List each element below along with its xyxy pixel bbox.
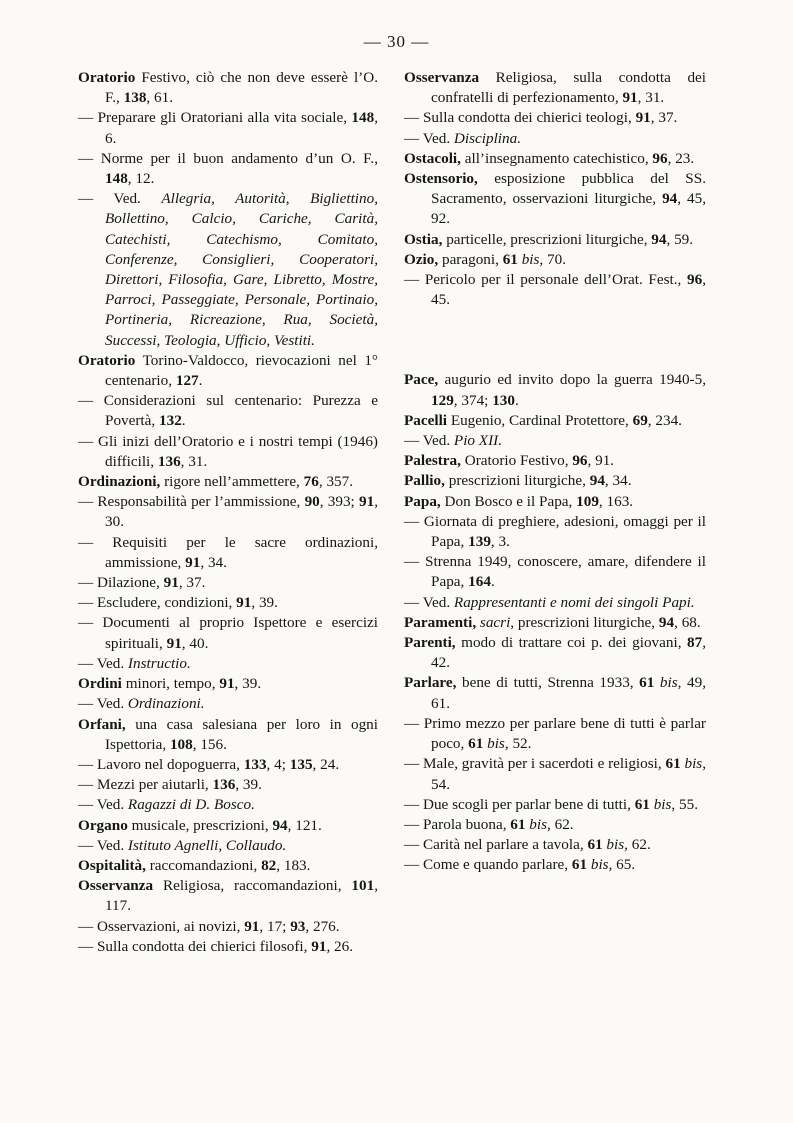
volume-number: 91 bbox=[219, 675, 235, 693]
entry-headword: Orfani, bbox=[78, 715, 126, 733]
volume-number: 76 bbox=[303, 473, 319, 491]
italic-reference: bis bbox=[653, 795, 672, 813]
volume-number: 127 bbox=[175, 372, 199, 390]
volume-number: 61 bbox=[634, 795, 650, 813]
italic-reference: Istituto Agnelli, Collaudo. bbox=[127, 836, 287, 854]
entry-text: minori, tempo, bbox=[121, 675, 220, 693]
index-entry bbox=[404, 169, 706, 230]
entry-headword: Ozio, bbox=[404, 250, 439, 268]
entry-headword: Ostacoli, bbox=[404, 149, 461, 167]
volume-number: 94 bbox=[272, 816, 288, 834]
volume-number: 91 bbox=[244, 917, 260, 935]
volume-number: 96 bbox=[572, 452, 588, 470]
entry-text: , 39. bbox=[251, 594, 278, 612]
entry-text: Festivo, ciò che non deve esserè l’O. F., bbox=[105, 69, 378, 107]
volume-number: 69 bbox=[632, 411, 648, 429]
entry-headword: Ostia, bbox=[404, 230, 443, 248]
volume-number: 136 bbox=[212, 776, 236, 794]
volume-number: 164 bbox=[468, 573, 491, 591]
entry-text: , 52. bbox=[504, 735, 532, 753]
index-subentry bbox=[404, 552, 706, 592]
entry-text: prescrizioni liturgiche, bbox=[444, 472, 590, 490]
index-subentry bbox=[78, 593, 378, 613]
index-subentry bbox=[78, 613, 378, 653]
entry-text: , 42. bbox=[431, 634, 706, 672]
italic-reference: bis bbox=[529, 815, 548, 833]
entry-text: , 91. bbox=[587, 452, 615, 470]
entry-text: , 55. bbox=[671, 795, 698, 813]
entry-headword: Parlare, bbox=[404, 674, 457, 692]
entry-text: augurio ed invito dopo la guerra 1940-5, bbox=[438, 371, 706, 389]
entry-headword: Osservanza bbox=[78, 877, 154, 895]
volume-number: 109 bbox=[576, 492, 599, 510]
entry-text: , 34. bbox=[604, 472, 632, 490]
entry-text: , 393; bbox=[319, 493, 360, 511]
index-subentry bbox=[78, 755, 378, 775]
entry-text: , 31. bbox=[180, 452, 208, 470]
entry-text: . bbox=[514, 391, 519, 409]
volume-number: 136 bbox=[157, 452, 181, 470]
volume-number: 101 bbox=[351, 877, 375, 895]
index-subentry bbox=[404, 815, 706, 835]
index-entry bbox=[404, 633, 706, 673]
entry-text: all’insegnamento catechistico, bbox=[460, 149, 653, 167]
index-subentry bbox=[78, 108, 378, 148]
index-entry bbox=[404, 411, 706, 431]
volume-number: 148 bbox=[105, 170, 128, 188]
volume-number: 108 bbox=[169, 735, 193, 753]
italic-reference: bis bbox=[590, 856, 609, 874]
italic-reference: bis bbox=[606, 836, 625, 854]
entry-text: — Osservazioni, ai novizi, bbox=[78, 917, 245, 935]
page-number: — 30 — bbox=[363, 32, 430, 51]
index-entry bbox=[404, 451, 706, 471]
entry-text: , 6. bbox=[105, 109, 378, 147]
index-subentry bbox=[78, 391, 378, 431]
index-subentry bbox=[404, 431, 706, 451]
entry-text: , 31. bbox=[637, 89, 665, 107]
index-entry bbox=[404, 492, 706, 512]
entry-text: — Ved. bbox=[404, 129, 454, 147]
entry-text: , 23. bbox=[667, 149, 695, 167]
volume-number: 91 bbox=[185, 553, 201, 571]
index-entry bbox=[78, 715, 378, 755]
index-entry bbox=[404, 673, 706, 713]
entry-text: , 117. bbox=[105, 877, 378, 915]
entry-text: , 45, 92. bbox=[431, 190, 707, 228]
entry-text: , 70. bbox=[539, 250, 566, 268]
entry-text: , 183. bbox=[276, 856, 311, 874]
volume-number: 91 bbox=[311, 937, 327, 955]
index-entry bbox=[78, 856, 378, 876]
entry-text: — Requisiti per le sacre ordinazioni, ammissione, bbox=[78, 533, 378, 571]
entry-text: , 374; bbox=[453, 391, 493, 409]
entry-text: — Sulla condotta dei chierici filosofi, bbox=[78, 937, 312, 955]
index-subentry bbox=[78, 573, 378, 593]
entry-headword: Ostensorio, bbox=[404, 170, 478, 188]
entry-text: , 163. bbox=[598, 492, 634, 510]
index-entry bbox=[78, 68, 378, 108]
entry-text: — Come e quando parlare, bbox=[404, 856, 572, 874]
index-subentry bbox=[404, 512, 706, 552]
index-entry bbox=[404, 613, 706, 633]
index-entry bbox=[404, 370, 706, 410]
entry-text: particelle, prescrizioni liturgiche, bbox=[442, 230, 652, 248]
volume-number: 61 bbox=[468, 735, 484, 753]
entry-text: , 39. bbox=[234, 675, 262, 693]
volume-number: 61 bbox=[502, 250, 518, 268]
entry-headword: Pace, bbox=[404, 371, 439, 389]
entry-text: Oratorio Festivo, bbox=[460, 452, 573, 470]
volume-number: 61 bbox=[665, 755, 681, 773]
entry-text: — Male, gravità per i sacerdoti e religiosi, bbox=[404, 755, 666, 773]
volume-number: 91 bbox=[635, 109, 651, 127]
index-subentry bbox=[78, 492, 378, 532]
index-entry bbox=[404, 471, 706, 491]
volume-number: 61 bbox=[510, 815, 526, 833]
index-subentry bbox=[78, 775, 378, 795]
entry-text: — Mezzi per aiutarli, bbox=[78, 776, 213, 794]
entry-text: Eugenio, Cardinal Protettore, bbox=[447, 411, 633, 429]
entry-text: — Ved. bbox=[404, 593, 454, 611]
entry-text: modo di trattare coi p. dei giovani, bbox=[455, 634, 688, 652]
italic-reference: sacri bbox=[479, 613, 511, 631]
volume-number: 96 bbox=[687, 271, 703, 289]
entry-headword: Ordini bbox=[78, 675, 122, 693]
italic-reference: bis bbox=[487, 735, 505, 753]
index-subentry bbox=[404, 754, 706, 794]
entry-text: — Ved. bbox=[78, 796, 128, 814]
volume-number: 61 bbox=[587, 836, 603, 854]
index-subentry bbox=[78, 149, 378, 189]
entry-text: esposizione pubblica del SS. Sacramento, osservazioni liturgiche, bbox=[431, 170, 706, 208]
entry-text: raccomandazioni, bbox=[145, 856, 262, 874]
entry-text: — Dilazione, bbox=[78, 574, 164, 592]
index-entry bbox=[78, 472, 378, 492]
index-column-right bbox=[404, 68, 706, 876]
index-subentry bbox=[404, 855, 706, 875]
volume-number: 91 bbox=[236, 594, 252, 612]
entry-text: Don Bosco e il Papa, bbox=[440, 492, 577, 510]
entry-text: — Norme per il buon andamento d’un O. F., bbox=[78, 149, 378, 167]
volume-number: 135 bbox=[289, 755, 313, 773]
entry-text: , 24. bbox=[312, 755, 340, 773]
volume-number: 61 bbox=[571, 856, 588, 874]
entry-text: — Sulla condotta dei chierici teologi, bbox=[404, 109, 636, 127]
italic-reference: bis bbox=[659, 674, 678, 692]
volume-number: 130 bbox=[492, 391, 515, 409]
volume-number: 96 bbox=[652, 149, 668, 167]
entry-headword: Oratorio bbox=[78, 351, 136, 369]
entry-text: rigore nell’ammettere, bbox=[160, 473, 304, 491]
entry-text: , 40. bbox=[181, 634, 209, 652]
index-entry bbox=[404, 230, 706, 250]
volume-number: 82 bbox=[261, 856, 277, 874]
entry-text: — Preparare gli Oratoriani alla vita sociale, bbox=[78, 109, 352, 127]
index-subentry bbox=[404, 795, 706, 815]
italic-reference: Ordinazioni. bbox=[127, 695, 205, 713]
entry-text: bene di tutti, Strenna 1933, bbox=[456, 674, 640, 692]
entry-text: , 26. bbox=[326, 937, 354, 955]
entry-text: , 357. bbox=[318, 473, 354, 491]
index-subentry bbox=[404, 835, 706, 855]
entry-text: — Ved. bbox=[78, 695, 128, 713]
entry-text: , 121. bbox=[287, 816, 322, 834]
volume-number: 94 bbox=[662, 190, 678, 208]
volume-number: 133 bbox=[243, 755, 267, 773]
entry-text: una casa salesiana per loro in ogni Ispettoria, bbox=[105, 715, 378, 753]
entry-text: . bbox=[181, 412, 186, 430]
volume-number: 91 bbox=[163, 574, 179, 592]
entry-text: . bbox=[198, 372, 203, 390]
entry-text: — Ved. bbox=[78, 836, 128, 854]
volume-number: 132 bbox=[159, 412, 182, 430]
italic-reference: bis bbox=[521, 250, 540, 268]
volume-number: 94 bbox=[589, 472, 605, 490]
italic-reference: Rappresentanti e nomi dei singoli Papi. bbox=[453, 593, 695, 611]
entry-text: — Ved. bbox=[404, 432, 454, 450]
entry-text: , 65. bbox=[608, 856, 636, 874]
volume-number: 91 bbox=[359, 493, 375, 511]
volume-number: 148 bbox=[351, 109, 375, 127]
entry-headword: Pallio, bbox=[404, 472, 445, 490]
index-entry bbox=[404, 68, 706, 108]
entry-headword: Paramenti, bbox=[404, 613, 477, 631]
italic-reference: Allegria, Autorità, Bigliettino, Bollettino, Calcio, Cariche, Carità, Catechisti, Catechismo, Comitato, Conferenze, Consiglieri, Cooperatori, Direttori, Filosofia, Gare, Libretto, Mostre, Parroci, Passeggiate, Personale, Portinaio, Portineria, Ricreazione, Rua, Società, Successi, Teologia, Ufficio, Vestiti. bbox=[105, 190, 378, 349]
volume-number: 91 bbox=[622, 89, 638, 107]
index-subentry bbox=[78, 432, 378, 472]
index-subentry bbox=[404, 714, 706, 754]
entry-text: — Escludere, condizioni, bbox=[78, 594, 237, 612]
entry-headword: Osservanza bbox=[404, 69, 480, 86]
index-entry bbox=[78, 674, 378, 694]
index-subentry bbox=[404, 270, 706, 310]
entry-text: , 49, 61. bbox=[431, 674, 707, 712]
italic-reference: Instructio. bbox=[127, 654, 191, 672]
entry-text: — Giornata di preghiere, adesioni, omaggi per il Papa, bbox=[404, 512, 706, 551]
volume-number: 93 bbox=[290, 917, 306, 935]
index-entry bbox=[78, 876, 378, 916]
volume-number: 138 bbox=[123, 89, 147, 107]
index-subentry bbox=[78, 654, 378, 674]
entry-headword: Parenti, bbox=[404, 634, 456, 652]
volume-number: 90 bbox=[304, 493, 320, 511]
volume-number: 139 bbox=[468, 533, 491, 551]
entry-headword: Ospitalità, bbox=[78, 856, 146, 874]
entry-text: Religiosa, raccomandazioni, bbox=[153, 877, 352, 895]
volume-number: 91 bbox=[166, 634, 182, 652]
entry-text: , 34. bbox=[200, 553, 227, 571]
index-subentry bbox=[78, 189, 378, 351]
index-subentry bbox=[78, 795, 378, 815]
index-subentry bbox=[404, 593, 706, 613]
entry-text: , 62. bbox=[624, 836, 651, 854]
entry-text: , 62. bbox=[547, 815, 574, 833]
entry-text: — Gli inizi dell’Oratorio e i nostri tempi (1946) difficili, bbox=[78, 432, 378, 470]
entry-text: , 276. bbox=[305, 917, 340, 935]
section-gap bbox=[404, 310, 706, 370]
entry-text: , 39. bbox=[235, 776, 262, 794]
entry-text: , 12. bbox=[127, 170, 155, 188]
index-subentry bbox=[78, 937, 378, 957]
entry-text: — Primo mezzo per parlare bene di tutti è parlar poco, bbox=[404, 714, 706, 753]
italic-reference: bis bbox=[684, 755, 703, 773]
entry-text: — Documenti al proprio Ispettore e esercizi spirituali, bbox=[78, 614, 378, 652]
entry-text: — Ved. bbox=[78, 190, 162, 208]
index-entry bbox=[78, 816, 378, 836]
volume-number: 129 bbox=[431, 391, 454, 409]
entry-headword: Papa, bbox=[404, 492, 441, 510]
entry-text: , 156. bbox=[192, 735, 227, 753]
entry-text: — Due scogli per parlar bene di tutti, bbox=[404, 795, 635, 813]
volume-number: 94 bbox=[651, 230, 667, 248]
index-subentry bbox=[78, 836, 378, 856]
index-subentry bbox=[78, 917, 378, 937]
entry-text: — Carità nel parlare a tavola, bbox=[404, 836, 588, 854]
entry-headword: Pacelli bbox=[404, 411, 448, 429]
entry-text: — Pericolo per il personale dell’Orat. Fest., bbox=[404, 271, 688, 289]
entry-text: — Parola buona, bbox=[404, 815, 511, 833]
entry-text: — Ved. bbox=[78, 654, 128, 672]
entry-text: , prescrizioni liturgiche, bbox=[510, 613, 659, 631]
volume-number: 87 bbox=[687, 634, 703, 652]
index-entry bbox=[404, 250, 706, 270]
index-subentry bbox=[78, 533, 378, 573]
entry-headword: Organo bbox=[78, 816, 128, 834]
entry-text: Religiosa, sulla condotta dei confratelli di perfezionamento, bbox=[431, 69, 706, 107]
volume-number: 61 bbox=[639, 674, 655, 692]
entry-text: , 45. bbox=[431, 271, 706, 309]
entry-text: , 54. bbox=[431, 755, 706, 793]
entry-headword: Ordinazioni, bbox=[78, 473, 161, 491]
entry-text: , 37. bbox=[650, 109, 678, 127]
entry-text: — Responsabilità per l’ammissione, bbox=[78, 493, 305, 511]
entry-text: , 37. bbox=[178, 574, 206, 592]
index-entry bbox=[404, 149, 706, 169]
entry-text: , 234. bbox=[647, 411, 682, 429]
index-column-left bbox=[78, 68, 378, 957]
entry-text: , 61. bbox=[146, 89, 173, 107]
italic-reference: Ragazzi di D. Bosco. bbox=[127, 796, 255, 814]
entry-text: , 30. bbox=[105, 493, 378, 531]
entry-text: paragoni, bbox=[438, 250, 503, 268]
entry-headword: Oratorio bbox=[78, 69, 136, 86]
entry-text: — Lavoro nel dopoguerra, bbox=[78, 755, 244, 773]
index-subentry bbox=[404, 108, 706, 128]
index-entry bbox=[78, 351, 378, 391]
entry-text: , 68. bbox=[674, 613, 701, 631]
index-subentry bbox=[78, 694, 378, 714]
entry-text: — Considerazioni sul centenario: Purezza e Povertà, bbox=[78, 392, 378, 430]
entry-text: Torino-Valdocco, rievocazioni nel 1° centenario, bbox=[105, 351, 378, 390]
entry-text: , 59. bbox=[666, 230, 694, 248]
italic-reference: Pio XII. bbox=[453, 432, 502, 450]
entry-text: , 3. bbox=[490, 533, 510, 551]
italic-reference: Disciplina. bbox=[453, 129, 521, 147]
index-subentry bbox=[404, 129, 706, 149]
entry-text: , 17; bbox=[259, 917, 291, 935]
volume-number: 94 bbox=[658, 613, 675, 631]
entry-headword: Palestra, bbox=[404, 452, 461, 470]
entry-text: . bbox=[490, 573, 495, 591]
entry-text: — Strenna 1949, conoscere, amare, difendere il Papa, bbox=[404, 553, 706, 591]
entry-text: musicale, prescrizioni, bbox=[127, 816, 273, 834]
entry-text: , 4; bbox=[266, 755, 290, 773]
